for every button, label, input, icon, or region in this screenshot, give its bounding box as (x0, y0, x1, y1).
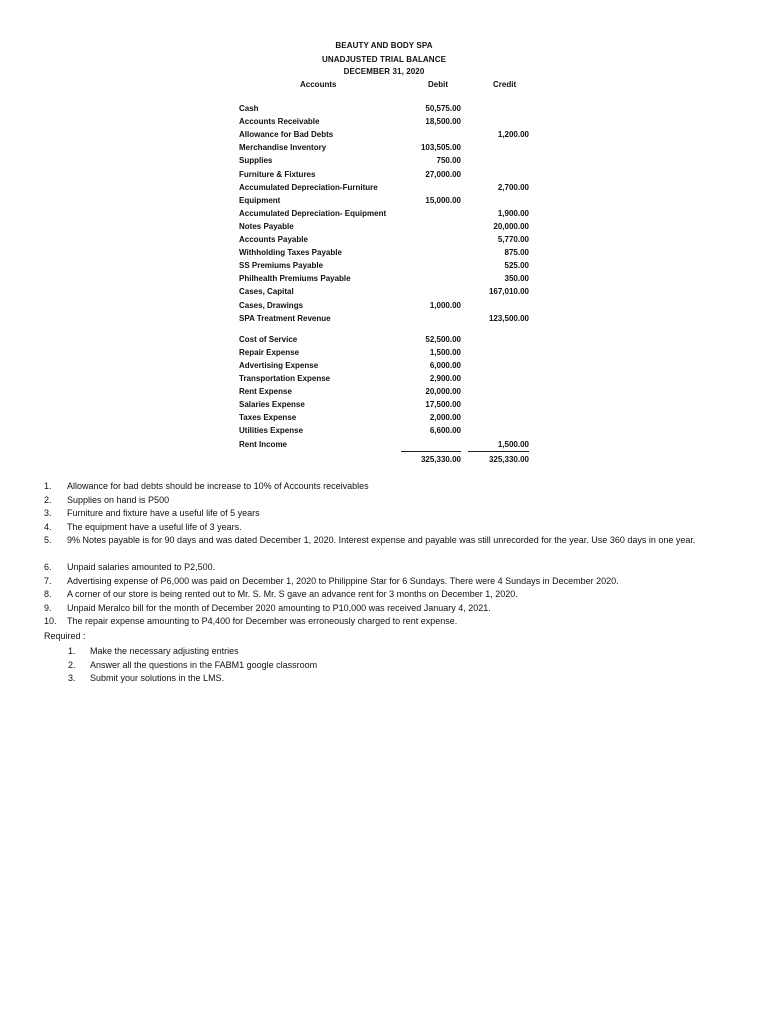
table-row (0, 209, 768, 222)
account-name: Salaries Expense (239, 400, 305, 410)
note-number: 2. (44, 494, 52, 505)
debit-amount: 50,575.00 (425, 104, 461, 113)
table-row (0, 274, 768, 287)
note-number: 8. (44, 589, 52, 599)
credit-amount: 525.00 (504, 261, 529, 271)
account-name: Rent Expense (239, 387, 292, 397)
credit-total-rule (468, 451, 529, 452)
note-text: The equipment have a useful life of 3 years. (67, 521, 242, 532)
table-row (0, 235, 768, 248)
account-name: Cases, Drawings (239, 300, 304, 310)
credit-amount: 123,500.00 (488, 313, 529, 323)
debit-amount: 20,000.00 (425, 387, 461, 397)
account-name: Cost of Service (239, 334, 298, 344)
account-name: Accounts Payable (239, 235, 308, 244)
account-name: Cash (239, 104, 259, 113)
note-number: 1. (44, 481, 52, 491)
company-name: BEAUTY AND BODY SPA (335, 41, 433, 50)
account-name: SPA Treatment Revenue (239, 313, 331, 323)
table-row (0, 261, 768, 274)
report-title: UNADJUSTED TRIAL BALANCE (321, 55, 447, 64)
table-row (0, 413, 768, 426)
credit-amount: 20,000.00 (493, 221, 529, 231)
debit-amount: 18,500.00 (425, 117, 461, 127)
debit-amount: 2,000.00 (429, 413, 461, 423)
account-name: Taxes Expense (239, 413, 297, 423)
table-row (0, 426, 768, 439)
account-name: Repair Expense (239, 347, 300, 357)
table-row (0, 287, 768, 300)
debit-amount: 52,500.00 (425, 334, 461, 344)
debit-amount: 1,500.00 (429, 347, 461, 357)
note-number: 9. (44, 602, 52, 613)
debit-column-header: Debit (428, 80, 448, 89)
table-row (0, 196, 768, 209)
note-text: Unpaid salaries amounted to P2,500. (67, 562, 216, 572)
table-row (0, 335, 768, 348)
note-text: Advertising expense of P6,000 was paid on December 1, 2020 to Philippine Star for 6 Sundays. There were 4 Sundays in December 2020. (67, 575, 619, 586)
debit-amount: 2,900.00 (429, 374, 461, 383)
account-name: Rent Income (239, 439, 288, 449)
table-row (0, 104, 768, 117)
debit-amount: 6,000.00 (429, 360, 461, 370)
required-label: Required : (44, 631, 86, 641)
credit-amount: 5,770.00 (497, 235, 529, 244)
account-name: Allowance for Bad Debts (239, 130, 334, 140)
required-text: Submit your solutions in the LMS. (90, 673, 225, 683)
required-number: 1. (68, 646, 76, 656)
credit-amount: 1,200.00 (497, 130, 529, 140)
note-text: The repair expense amounting to P4,400 for December was erroneously charged to rent expense. (67, 616, 458, 626)
account-name: Advertising Expense (239, 360, 319, 370)
table-row (0, 361, 768, 374)
table-row (0, 301, 768, 314)
account-name: Philhealth Premiums Payable (239, 274, 351, 284)
account-name: Supplies (239, 156, 273, 166)
note-text: Unpaid Meralco bill for the month of December 2020 amounting to P10,000 was received January 4, 2021. (67, 602, 491, 613)
table-row (0, 440, 768, 453)
note-number: 3. (44, 508, 52, 518)
required-text: Make the necessary adjusting entries (90, 646, 239, 656)
debit-amount: 6,600.00 (429, 426, 461, 436)
note-text: 9% Notes payable is for 90 days and was dated December 1, 2020. Interest expense and payable was still unrecorded for the year. Use 360 days in one year. (67, 535, 696, 545)
debit-amount: 750.00 (436, 156, 461, 166)
note-text: Allowance for bad debts should be increase to 10% of Accounts receivables (67, 481, 369, 491)
note-number: 6. (44, 562, 52, 572)
note-number: 10. (44, 616, 57, 626)
account-name: Furniture & Fixtures (239, 169, 316, 179)
account-name: Accounts Receivable (239, 117, 320, 127)
required-number: 2. (68, 659, 76, 670)
table-row (0, 117, 768, 130)
note-text: A corner of our store is being rented out to Mr. S. Mr. S gave an advance rent for 3 months on December 1, 2020. (67, 589, 518, 599)
table-row (0, 222, 768, 235)
account-name: SS Premiums Payable (239, 261, 324, 271)
account-name: Accumulated Depreciation-Furniture (239, 182, 378, 192)
credit-amount: 875.00 (504, 248, 529, 258)
table-row (0, 130, 768, 143)
note-text: Supplies on hand is P500 (67, 494, 170, 505)
credit-amount: 350.00 (504, 274, 529, 284)
accounts-column-header: Accounts (300, 80, 337, 89)
account-name: Transportation Expense (239, 374, 331, 383)
table-row (0, 248, 768, 261)
table-row (0, 143, 768, 156)
account-name: Accumulated Depreciation- Equipment (239, 208, 387, 218)
table-row (0, 156, 768, 169)
credit-amount: 1,900.00 (497, 208, 529, 218)
table-row (0, 170, 768, 183)
table-row (0, 374, 768, 387)
required-text: Answer all the questions in the FABM1 google classroom (90, 659, 318, 670)
note-text: Furniture and fixture have a useful life of 5 years (67, 508, 260, 518)
debit-amount: 27,000.00 (425, 169, 461, 179)
account-name: Merchandise Inventory (239, 143, 327, 153)
debit-total: 325,330.00 (420, 455, 461, 464)
credit-column-header: Credit (493, 80, 517, 89)
credit-total: 325,330.00 (488, 455, 529, 464)
account-name: Notes Payable (239, 221, 294, 231)
credit-amount: 167,010.00 (488, 287, 529, 297)
report-date: DECEMBER 31, 2020 (343, 67, 425, 76)
account-name: Cases, Capital (239, 287, 294, 297)
account-name: Utilities Expense (239, 426, 304, 436)
account-name: Equipment (239, 195, 281, 205)
table-row (0, 387, 768, 400)
debit-amount: 1,000.00 (429, 300, 461, 310)
required-number: 3. (68, 673, 76, 683)
table-row (0, 183, 768, 196)
table-row (0, 314, 768, 327)
debit-amount: 15,000.00 (425, 195, 461, 205)
debit-amount: 103,505.00 (420, 143, 461, 153)
debit-amount: 17,500.00 (425, 400, 461, 410)
table-row (0, 348, 768, 361)
note-number: 5. (44, 535, 52, 545)
credit-amount: 2,700.00 (497, 182, 529, 192)
debit-total-rule (401, 451, 461, 452)
table-row (0, 400, 768, 413)
note-number: 4. (44, 521, 52, 532)
note-number: 7. (44, 575, 52, 586)
credit-amount: 1,500.00 (497, 439, 529, 449)
account-name: Withholding Taxes Payable (239, 248, 342, 258)
